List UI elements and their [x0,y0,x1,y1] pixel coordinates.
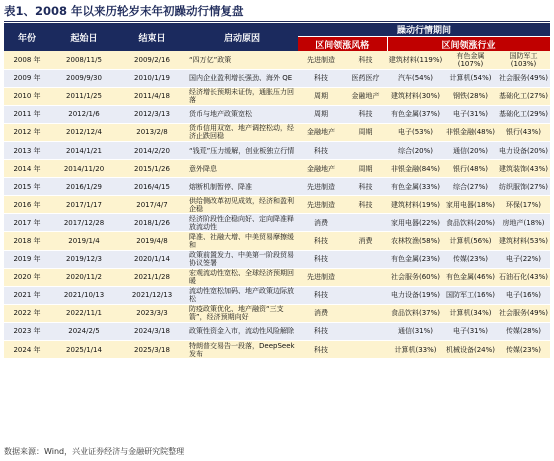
cell-industry-1: 有色金属(33%) [387,178,444,196]
cell-industry-2: 传媒(23%) [444,250,497,268]
cell-reason: 货币与地产政策宽松 [186,105,298,123]
cell-industry-3: 基础化工(27%) [497,87,550,105]
cell-industry-1: 食品饮料(37%) [387,304,444,322]
header-leading-style: 区间领涨风格 [298,37,387,51]
header-rally-period: 躁动行情期间 [298,23,550,37]
cell-reason: 政策前置发力、中美第一阶段贸易协议签署 [186,250,298,268]
cell-start: 2019/1/4 [50,232,118,250]
table-header [4,23,550,51]
cell-industry-3: 社会服务(49%) [497,69,550,87]
cell-industry-1: 家用电器(22%) [387,214,444,232]
rally-review-table [4,23,551,359]
cell-industry-3: 房地产(18%) [497,214,550,232]
table-title: 表1、2008 年以来历轮岁末年初躁动行情复盘 [4,4,244,18]
cell-end: 2014/2/20 [118,141,186,159]
cell-end: 2021/1/28 [118,268,186,286]
cell-industry-1: 非银金融(84%) [387,160,444,178]
cell-industry-1: 建筑材料(19%) [387,196,444,214]
cell-reason: 特朗普交易告一段落，DeepSeek 发布 [186,341,298,359]
cell-style-2 [344,250,387,268]
cell-year: 2008 年 [4,51,50,69]
cell-reason: 意外降息 [186,160,298,178]
cell-industry-2: 机械设备(24%) [444,341,497,359]
cell-start: 2017/1/17 [50,196,118,214]
cell-style-2: 周期 [344,123,387,141]
cell-style-2 [344,214,387,232]
header-leading-industry: 区间领涨行业 [387,37,550,51]
cell-industry-1: 通信(31%) [387,322,444,340]
cell-end: 2024/3/18 [118,322,186,340]
table-row [4,51,550,69]
cell-start: 2024/2/5 [50,322,118,340]
cell-industry-2: 通信(20%) [444,141,497,159]
cell-industry-3: 社会服务(49%) [497,304,550,322]
cell-start: 2025/1/14 [50,341,118,359]
cell-industry-3: 银行(43%) [497,123,550,141]
cell-year: 2020 年 [4,268,50,286]
cell-end: 2018/1/26 [118,214,186,232]
cell-end: 2023/3/3 [118,304,186,322]
cell-end: 2012/3/13 [118,105,186,123]
table-body [4,51,550,359]
cell-industry-1: 计算机(33%) [387,341,444,359]
cell-style-2 [344,268,387,286]
cell-industry-2: 计算机(54%) [444,69,497,87]
cell-year: 2017 年 [4,214,50,232]
cell-style-2: 消费 [344,232,387,250]
table-row [4,141,550,159]
cell-year: 2013 年 [4,141,50,159]
cell-industry-3: 纺织服饰(27%) [497,178,550,196]
cell-industry-1: 建筑材料(119%) [387,51,444,69]
cell-style-2: 金融地产 [344,87,387,105]
cell-industry-2: 综合(27%) [444,178,497,196]
cell-industry-2: 计算机(34%) [444,304,497,322]
cell-style-1: 科技 [298,69,344,87]
cell-start: 2021/10/13 [50,286,118,304]
cell-style-1: 周期 [298,87,344,105]
cell-industry-2: 有色金属(46%) [444,268,497,286]
cell-industry-1: 综合(20%) [387,141,444,159]
header-end: 结束日 [118,23,186,51]
cell-style-1: 科技 [298,250,344,268]
cell-year: 2012 年 [4,123,50,141]
cell-year: 2024 年 [4,341,50,359]
cell-industry-2: 家用电器(18%) [444,196,497,214]
cell-year: 2022 年 [4,304,50,322]
table-row [4,286,550,304]
cell-industry-2: 有色金属(107%) [444,51,497,69]
cell-end: 2013/2/8 [118,123,186,141]
cell-style-2 [344,304,387,322]
header-reason: 启动原因 [186,23,298,51]
cell-reason: 宏观流动性宽松、全球经济预期回暖 [186,268,298,286]
title-divider [4,21,550,22]
cell-industry-3: 电子(22%) [497,250,550,268]
cell-start: 2019/12/3 [50,250,118,268]
table-row [4,178,550,196]
cell-style-2 [344,341,387,359]
cell-industry-1: 有色金属(23%) [387,250,444,268]
table-row [4,268,550,286]
cell-style-1: 消费 [298,304,344,322]
header-year: 年份 [4,23,50,51]
cell-reason: 政策性资金入市，流动性风险解除 [186,322,298,340]
cell-industry-3: 石油石化(43%) [497,268,550,286]
table-row [4,87,550,105]
table-row [4,196,550,214]
cell-year: 2023 年 [4,322,50,340]
cell-style-1: 科技 [298,232,344,250]
header-start: 起始日 [50,23,118,51]
cell-style-2 [344,322,387,340]
cell-year: 2015 年 [4,178,50,196]
cell-industry-1: 建筑材料(30%) [387,87,444,105]
cell-end: 2010/1/19 [118,69,186,87]
cell-reason: 经济阶段性企稳向好、定向降准释放流动性 [186,214,298,232]
cell-end: 2009/2/16 [118,51,186,69]
cell-industry-3: 基础化工(29%) [497,105,550,123]
cell-reason: 经济增长预期未证伪，通胀压力回落 [186,87,298,105]
table-row [4,304,550,322]
cell-style-1: 金融地产 [298,160,344,178]
cell-start: 2009/9/30 [50,69,118,87]
cell-end: 2011/4/18 [118,87,186,105]
cell-reason: 流动性宽松加码、地产政策边际放松 [186,286,298,304]
cell-year: 2009 年 [4,69,50,87]
cell-style-1: 先进制造 [298,268,344,286]
cell-end: 2020/1/14 [118,250,186,268]
cell-industry-2: 食品饮料(20%) [444,214,497,232]
cell-style-2: 科技 [344,105,387,123]
cell-style-2 [344,141,387,159]
cell-year: 2019 年 [4,250,50,268]
cell-start: 2016/1/29 [50,178,118,196]
cell-year: 2011 年 [4,105,50,123]
cell-year: 2018 年 [4,232,50,250]
cell-reason: 国内企业盈利增长强劲、海外 QE [186,69,298,87]
cell-style-1: 先进制造 [298,196,344,214]
cell-industry-1: 汽车(54%) [387,69,444,87]
cell-reason: “钱荒”压力缓解，创业板独立行情 [186,141,298,159]
cell-style-1: 金融地产 [298,123,344,141]
cell-reason: 降准、社融大增、中美贸易摩擦缓和 [186,232,298,250]
cell-start: 2022/11/1 [50,304,118,322]
cell-start: 2012/1/6 [50,105,118,123]
cell-industry-3: 传媒(28%) [497,322,550,340]
cell-industry-3: 建筑材料(53%) [497,232,550,250]
cell-end: 2017/4/7 [118,196,186,214]
cell-industry-2: 电子(31%) [444,322,497,340]
cell-industry-1: 社会服务(60%) [387,268,444,286]
cell-style-1: 科技 [298,286,344,304]
cell-end: 2015/1/26 [118,160,186,178]
table-row [4,250,550,268]
cell-style-2: 医药医疗 [344,69,387,87]
cell-style-2: 周期 [344,160,387,178]
table-row [4,322,550,340]
cell-style-1: 科技 [298,341,344,359]
cell-end: 2019/4/8 [118,232,186,250]
table-row [4,69,550,87]
cell-industry-3: 建筑装饰(43%) [497,160,550,178]
cell-industry-1: 电力设备(19%) [387,286,444,304]
table-row [4,105,550,123]
cell-end: 2021/12/13 [118,286,186,304]
cell-industry-2: 电子(31%) [444,105,497,123]
data-source-note: 数据来源：Wind，兴业证券经济与金融研究院整理 [4,447,185,456]
cell-start: 2014/11/20 [50,160,118,178]
table-row [4,160,550,178]
cell-start: 2012/12/4 [50,123,118,141]
cell-industry-2: 国防军工(16%) [444,286,497,304]
cell-start: 2011/1/25 [50,87,118,105]
cell-style-2 [344,286,387,304]
cell-industry-1: 农林牧渔(58%) [387,232,444,250]
table-row [4,232,550,250]
cell-style-1: 科技 [298,322,344,340]
cell-industry-2: 银行(48%) [444,160,497,178]
cell-style-2: 科技 [344,178,387,196]
cell-industry-2: 计算机(56%) [444,232,497,250]
cell-industry-3: 电子(16%) [497,286,550,304]
cell-end: 2025/3/18 [118,341,186,359]
cell-industry-2: 钢铁(28%) [444,87,497,105]
cell-style-1: 科技 [298,141,344,159]
cell-industry-1: 有色金属(37%) [387,105,444,123]
cell-style-1: 周期 [298,105,344,123]
cell-industry-3: 传媒(23%) [497,341,550,359]
cell-end: 2016/4/15 [118,178,186,196]
cell-industry-1: 电子(53%) [387,123,444,141]
cell-industry-3: 国防军工(103%) [497,51,550,69]
cell-year: 2010 年 [4,87,50,105]
table-row [4,214,550,232]
table-row [4,341,550,359]
table-row [4,123,550,141]
cell-style-2: 科技 [344,196,387,214]
cell-start: 2014/1/21 [50,141,118,159]
cell-style-1: 先进制造 [298,178,344,196]
cell-style-2: 科技 [344,51,387,69]
cell-industry-3: 环保(17%) [497,196,550,214]
cell-year: 2014 年 [4,160,50,178]
cell-industry-3: 电力设备(20%) [497,141,550,159]
cell-reason: 防疫政策优化、地产融资“三支箭”，经济预期向好 [186,304,298,322]
cell-reason: 货币信用双宽、地产调控松动，经济止跌回稳 [186,123,298,141]
cell-reason: 熔断机制暂停、降准 [186,178,298,196]
cell-reason: 供给侧改革初见成效，经济和盈利企稳 [186,196,298,214]
cell-style-1: 消费 [298,214,344,232]
cell-start: 2017/12/28 [50,214,118,232]
cell-industry-2: 非银金融(48%) [444,123,497,141]
cell-start: 2020/11/2 [50,268,118,286]
cell-style-1: 先进制造 [298,51,344,69]
cell-start: 2008/11/5 [50,51,118,69]
cell-year: 2021 年 [4,286,50,304]
cell-year: 2016 年 [4,196,50,214]
cell-reason: “四万亿”政策 [186,51,298,69]
